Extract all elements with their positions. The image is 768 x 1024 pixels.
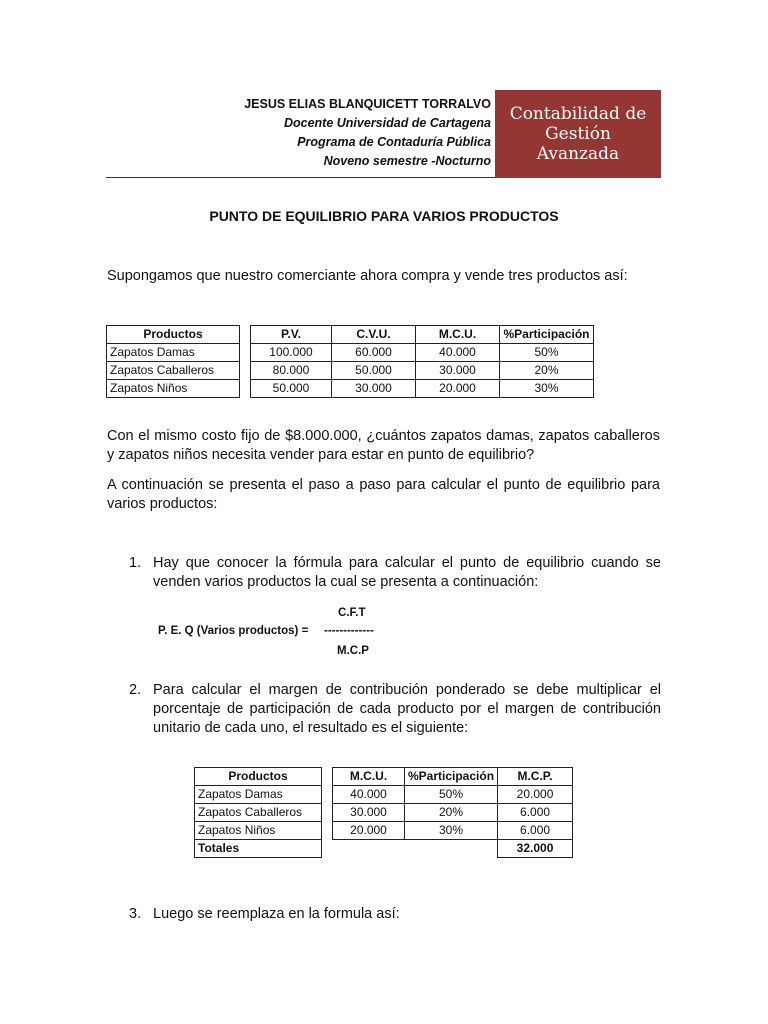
table-cell: 20% xyxy=(405,804,498,822)
column-header: Productos xyxy=(195,768,322,786)
table-cell: 20.000 xyxy=(498,786,573,804)
products-table xyxy=(106,325,594,398)
column-header: M.C.U. xyxy=(333,768,405,786)
table-header-row xyxy=(195,768,573,786)
author-position: Docente Universidad de Cartagena xyxy=(283,116,491,130)
formula-numerator: C.F.T xyxy=(338,607,366,619)
document-title: PUNTO DE EQUILIBRIO PARA VARIOS PRODUCTOS xyxy=(209,208,559,224)
author-semester: Noveno semestre -Nocturno xyxy=(323,154,491,168)
table-row xyxy=(195,804,573,822)
table-cell: 20.000 xyxy=(333,822,405,840)
column-header: M.C.P. xyxy=(498,768,573,786)
table-row xyxy=(195,822,573,840)
table-row xyxy=(107,362,594,380)
table-cell: Zapatos Damas xyxy=(107,344,240,362)
table-cell: 30.000 xyxy=(416,362,500,380)
step-text: Luego se reemplaza en la formula así: xyxy=(153,906,400,922)
table-cell: Zapatos Caballeros xyxy=(195,804,322,822)
question-paragraph: Con el mismo costo fijo de $8.000.000, ¿cuántos zapatos damas, zapatos caballeros y zapatos niños necesita vender para estar en punto de equilibrio? xyxy=(107,428,660,463)
column-header: %Participación xyxy=(500,326,594,344)
course-title-line2: Gestión xyxy=(545,124,611,144)
table-cell: Zapatos Caballeros xyxy=(107,362,240,380)
author-block xyxy=(106,95,491,171)
table-cell: 50% xyxy=(500,344,594,362)
table-cell: 20% xyxy=(500,362,594,380)
step-number: 1. xyxy=(129,555,142,571)
table-cell: 100.000 xyxy=(251,344,332,362)
table-row xyxy=(195,786,573,804)
step-number: 2. xyxy=(129,682,142,698)
table-cell: Zapatos Niños xyxy=(107,380,240,398)
column-header: M.C.U. xyxy=(416,326,500,344)
totals-value: 32.000 xyxy=(498,840,573,858)
table-cell: 40.000 xyxy=(333,786,405,804)
table-cell: 30% xyxy=(500,380,594,398)
table-row xyxy=(107,380,594,398)
table-cell: 6.000 xyxy=(498,822,573,840)
table-cell: 60.000 xyxy=(332,344,416,362)
formula-divider: ------------- xyxy=(324,625,374,637)
table-cell: 20.000 xyxy=(416,380,500,398)
table-cell: 40.000 xyxy=(416,344,500,362)
step-text: Para calcular el margen de contribución ponderado se debe multiplicar el porcentaje de participación de cada producto por el margen de contribución unitario de cada uno, el resultado es el siguiente: xyxy=(153,682,661,736)
column-header: P.V. xyxy=(251,326,332,344)
table-cell: 30.000 xyxy=(332,380,416,398)
steps-intro-paragraph: A continuación se presenta el paso a paso para calcular el punto de equilibrio para varios productos: xyxy=(107,477,660,512)
table-cell: 30.000 xyxy=(333,804,405,822)
step-text: Hay que conocer la fórmula para calcular el punto de equilibrio cuando se venden varios productos la cual se presenta a continuación: xyxy=(153,555,661,590)
totals-label: Totales xyxy=(195,840,322,858)
table-cell: Zapatos Damas xyxy=(195,786,322,804)
formula-label: P. E. Q (Varios productos) = xyxy=(158,625,309,637)
formula-denominator: M.C.P xyxy=(337,645,369,657)
table-cell: 30% xyxy=(405,822,498,840)
table-cell: 80.000 xyxy=(251,362,332,380)
course-title-box xyxy=(495,90,661,178)
table-cell: Zapatos Niños xyxy=(195,822,322,840)
table-cell: 50% xyxy=(405,786,498,804)
table-row xyxy=(107,344,594,362)
author-program: Programa de Contaduría Pública xyxy=(297,135,491,149)
table-header-row xyxy=(107,326,594,344)
table-cell: 6.000 xyxy=(498,804,573,822)
totals-row xyxy=(195,840,573,858)
table-cell: 50.000 xyxy=(251,380,332,398)
column-header: %Participación xyxy=(405,768,498,786)
author-name: JESUS ELIAS BLANQUICETT TORRALVO xyxy=(244,97,491,111)
intro-paragraph: Supongamos que nuestro comerciante ahora compra y vende tres productos así: xyxy=(107,268,628,284)
course-title-line1: Contabilidad de xyxy=(509,104,647,124)
table-cell: 50.000 xyxy=(332,362,416,380)
header-divider xyxy=(106,177,495,178)
step-number: 3. xyxy=(129,906,142,922)
column-header: Productos xyxy=(107,326,240,344)
column-header: C.V.U. xyxy=(332,326,416,344)
course-title-line3: Avanzada xyxy=(536,144,620,164)
weighted-margin-table xyxy=(194,767,573,858)
